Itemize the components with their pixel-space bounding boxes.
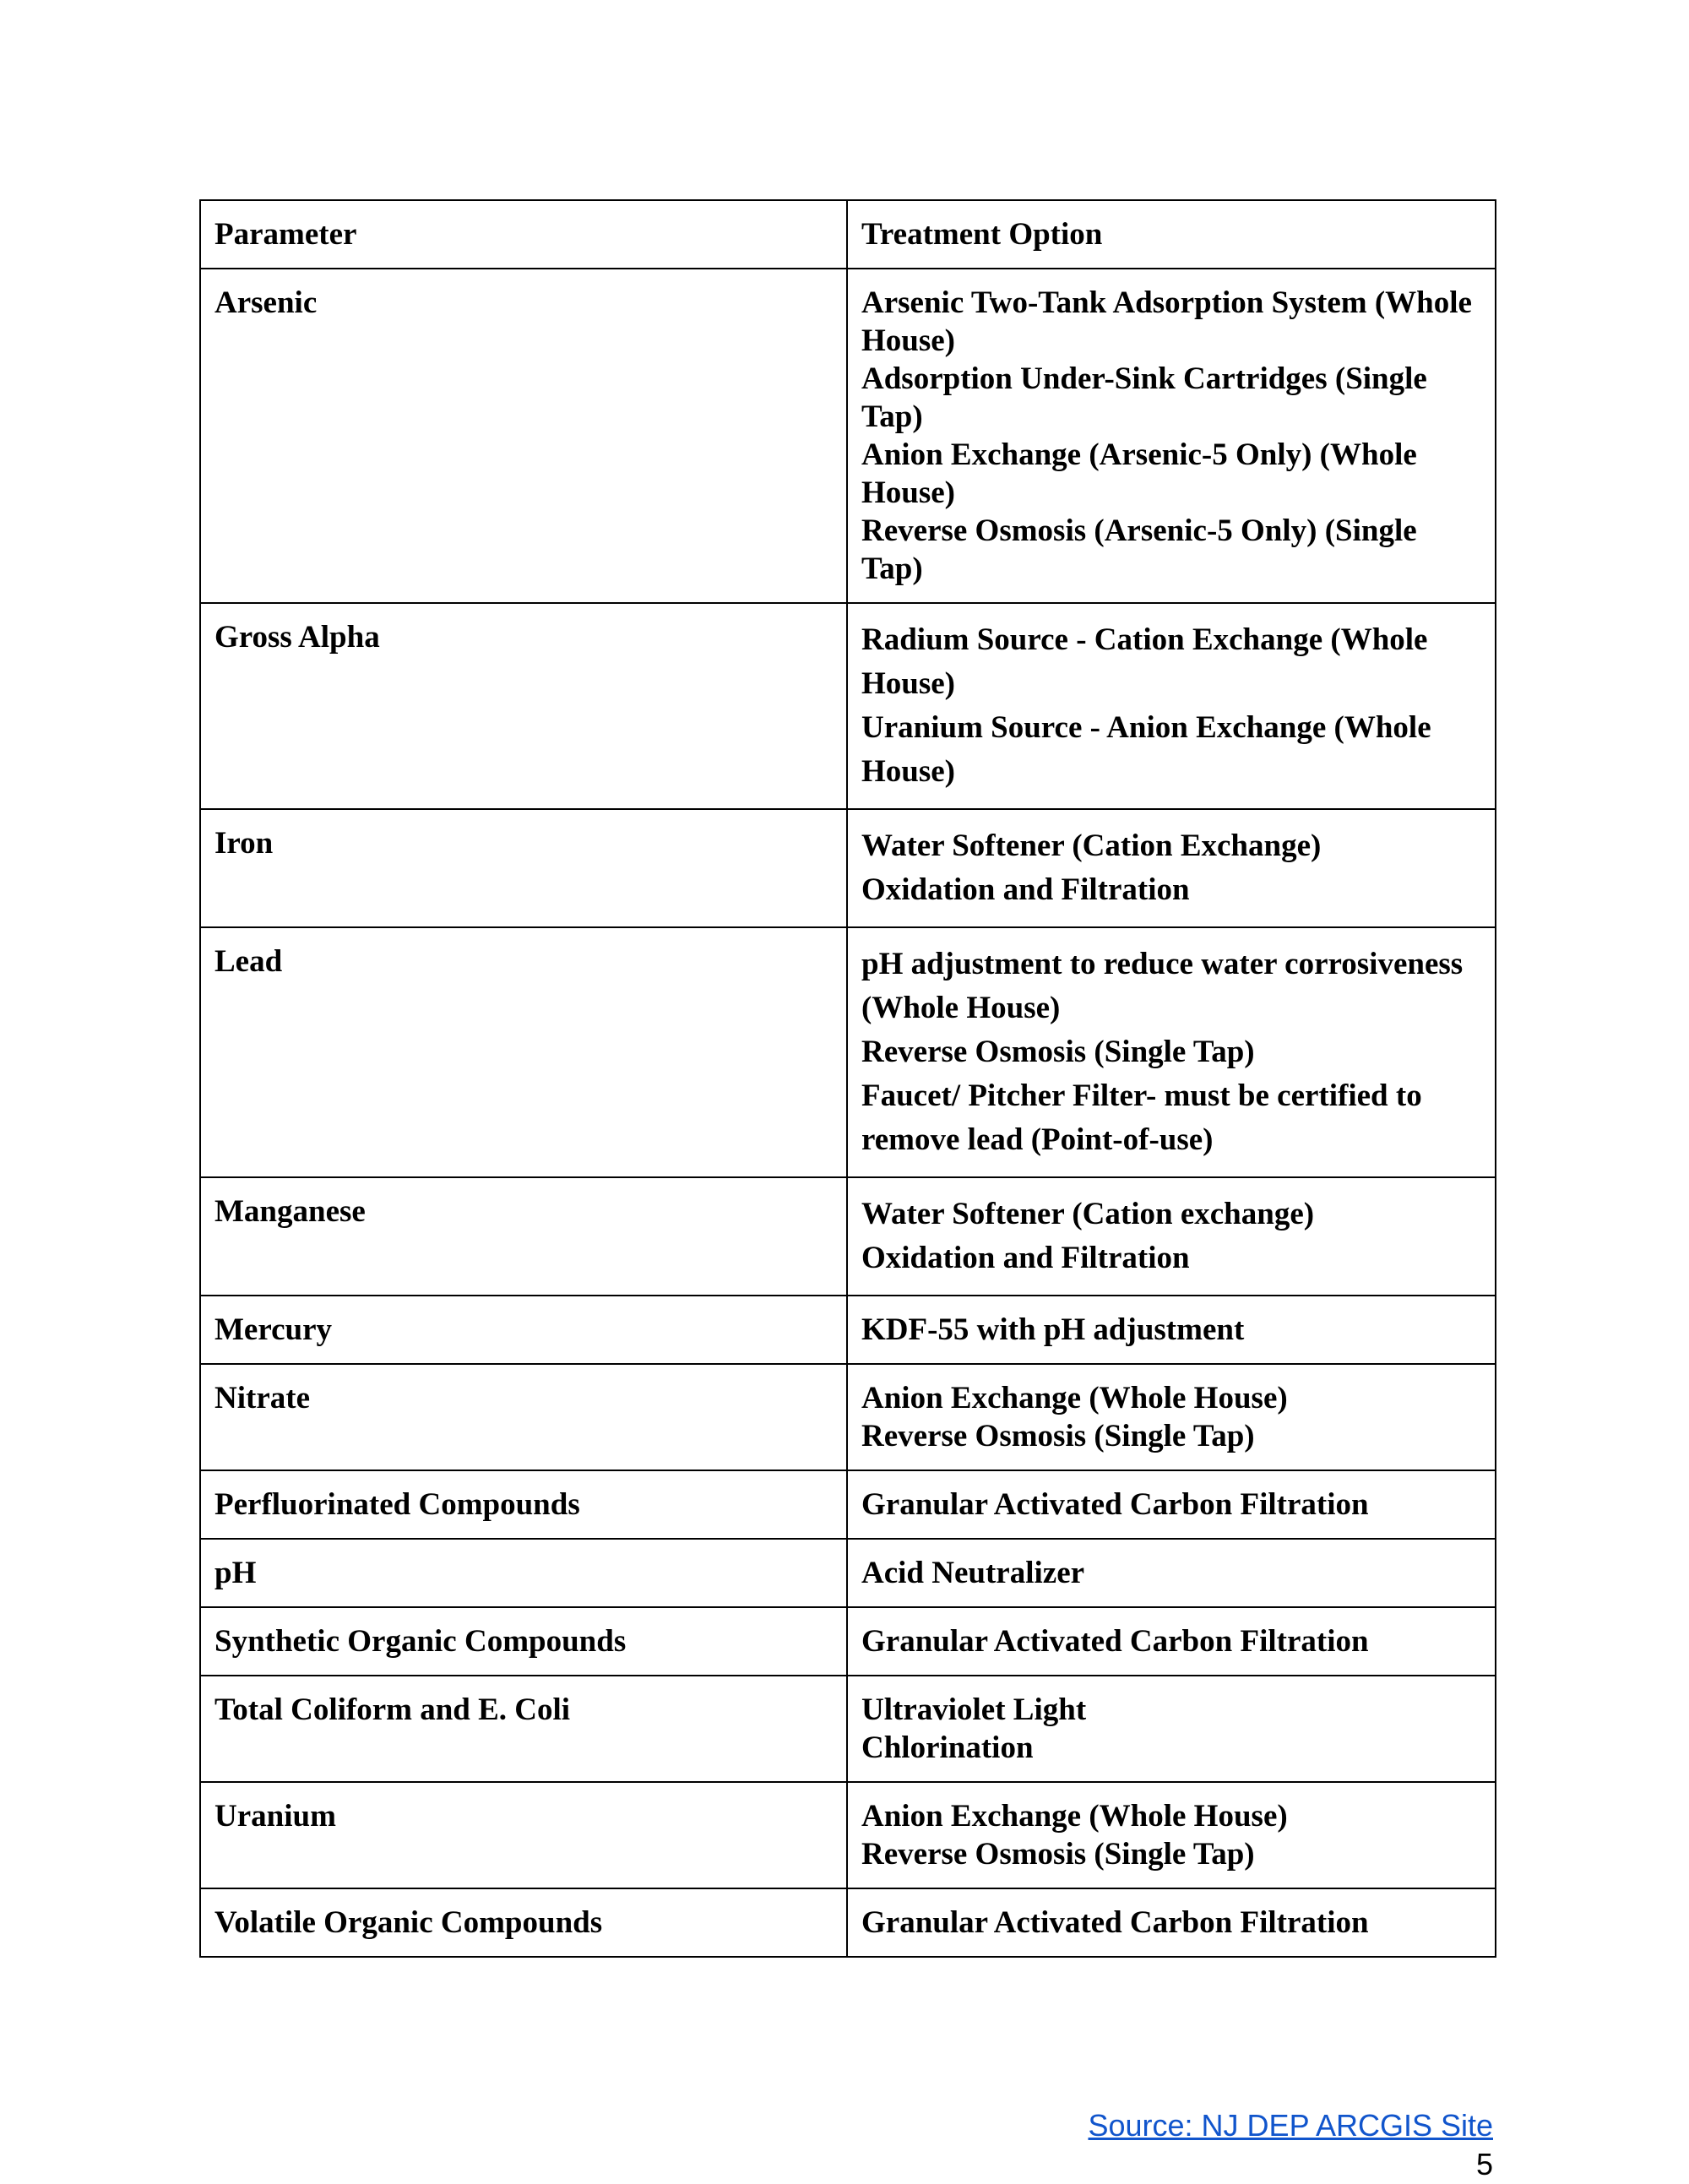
treatment-option: Oxidation and Filtration bbox=[861, 872, 1190, 907]
parameter-cell: Iron bbox=[200, 809, 847, 927]
parameter-cell: Synthetic Organic Compounds bbox=[200, 1607, 847, 1676]
parameter-cell: Uranium bbox=[200, 1782, 847, 1888]
table-row bbox=[200, 1782, 1496, 1888]
parameter-cell: Volatile Organic Compounds bbox=[200, 1888, 847, 1957]
treatment-option: Acid Neutralizer bbox=[861, 1556, 1085, 1590]
treatment-option: Uranium Source - Anion Exchange (Whole House) bbox=[861, 710, 1431, 789]
treatment-option: Reverse Osmosis (Single Tap) bbox=[861, 1419, 1255, 1453]
treatment-cell bbox=[847, 1364, 1496, 1470]
treatment-option: Water Softener (Cation Exchange) bbox=[861, 829, 1322, 863]
parameter-cell: pH bbox=[200, 1539, 847, 1607]
treatment-option: Reverse Osmosis (Arsenic-5 Only) (Single Tap) bbox=[861, 513, 1417, 586]
treatment-option: Granular Activated Carbon Filtration bbox=[861, 1905, 1369, 1940]
treatment-option: Faucet/ Pitcher Filter- must be certified to remove lead (Point-of-use) bbox=[861, 1078, 1422, 1157]
parameter-cell: Nitrate bbox=[200, 1364, 847, 1470]
treatment-option: Arsenic Two-Tank Adsorption System (Whole House) bbox=[861, 285, 1472, 358]
table-row bbox=[200, 603, 1496, 809]
treatment-option: Granular Activated Carbon Filtration bbox=[861, 1487, 1369, 1522]
treatment-option: Reverse Osmosis (Single Tap) bbox=[861, 1035, 1255, 1069]
treatment-option: Anion Exchange (Whole House) bbox=[861, 1381, 1288, 1415]
table-header-row bbox=[200, 200, 1496, 269]
treatment-cell bbox=[847, 269, 1496, 603]
header-treatment-option: Treatment Option bbox=[847, 200, 1496, 269]
treatment-option: Chlorination bbox=[861, 1730, 1034, 1765]
table-row bbox=[200, 1539, 1496, 1607]
table-row bbox=[200, 269, 1496, 603]
treatment-cell bbox=[847, 1296, 1496, 1364]
treatment-cell bbox=[847, 1607, 1496, 1676]
treatment-option: Granular Activated Carbon Filtration bbox=[861, 1624, 1369, 1659]
table-row bbox=[200, 1470, 1496, 1539]
treatment-cell bbox=[847, 1539, 1496, 1607]
parameter-cell: Manganese bbox=[200, 1177, 847, 1296]
table-row bbox=[200, 1296, 1496, 1364]
table-row bbox=[200, 1607, 1496, 1676]
treatment-option: KDF-55 with pH adjustment bbox=[861, 1312, 1245, 1347]
treatment-cell bbox=[847, 1470, 1496, 1539]
treatment-option: Reverse Osmosis (Single Tap) bbox=[861, 1837, 1255, 1872]
treatment-option: pH adjustment to reduce water corrosiveness (Whole House) bbox=[861, 947, 1464, 1025]
table-row bbox=[200, 1888, 1496, 1957]
treatment-option: Anion Exchange (Whole House) bbox=[861, 1799, 1288, 1834]
treatment-option: Oxidation and Filtration bbox=[861, 1241, 1190, 1275]
treatment-table bbox=[199, 199, 1496, 1958]
source-link[interactable]: Source: NJ DEP ARCGIS Site bbox=[1088, 2108, 1493, 2143]
table-row bbox=[200, 1177, 1496, 1296]
treatment-cell bbox=[847, 1782, 1496, 1888]
treatment-cell bbox=[847, 927, 1496, 1177]
treatment-option: Water Softener (Cation exchange) bbox=[861, 1197, 1315, 1231]
treatment-option: Adsorption Under-Sink Cartridges (Single Tap) bbox=[861, 361, 1427, 434]
treatment-cell bbox=[847, 603, 1496, 809]
treatment-cell bbox=[847, 1888, 1496, 1957]
parameter-cell: Lead bbox=[200, 927, 847, 1177]
table-row bbox=[200, 809, 1496, 927]
page-number: 5 bbox=[1475, 2147, 1493, 2181]
table-row bbox=[200, 1676, 1496, 1782]
treatment-option: Ultraviolet Light bbox=[861, 1692, 1087, 1727]
treatment-option: Anion Exchange (Arsenic-5 Only) (Whole House) bbox=[861, 437, 1417, 510]
treatment-cell bbox=[847, 809, 1496, 927]
table-row bbox=[200, 1364, 1496, 1470]
treatment-option: Radium Source - Cation Exchange (Whole House) bbox=[861, 622, 1428, 701]
header-parameter: Parameter bbox=[200, 200, 847, 269]
treatment-cell bbox=[847, 1676, 1496, 1782]
parameter-cell: Arsenic bbox=[200, 269, 847, 603]
treatment-cell bbox=[847, 1177, 1496, 1296]
table-row bbox=[200, 927, 1496, 1177]
parameter-cell: Perfluorinated Compounds bbox=[200, 1470, 847, 1539]
parameter-cell: Mercury bbox=[200, 1296, 847, 1364]
parameter-cell: Gross Alpha bbox=[200, 603, 847, 809]
parameter-cell: Total Coliform and E. Coli bbox=[200, 1676, 847, 1782]
